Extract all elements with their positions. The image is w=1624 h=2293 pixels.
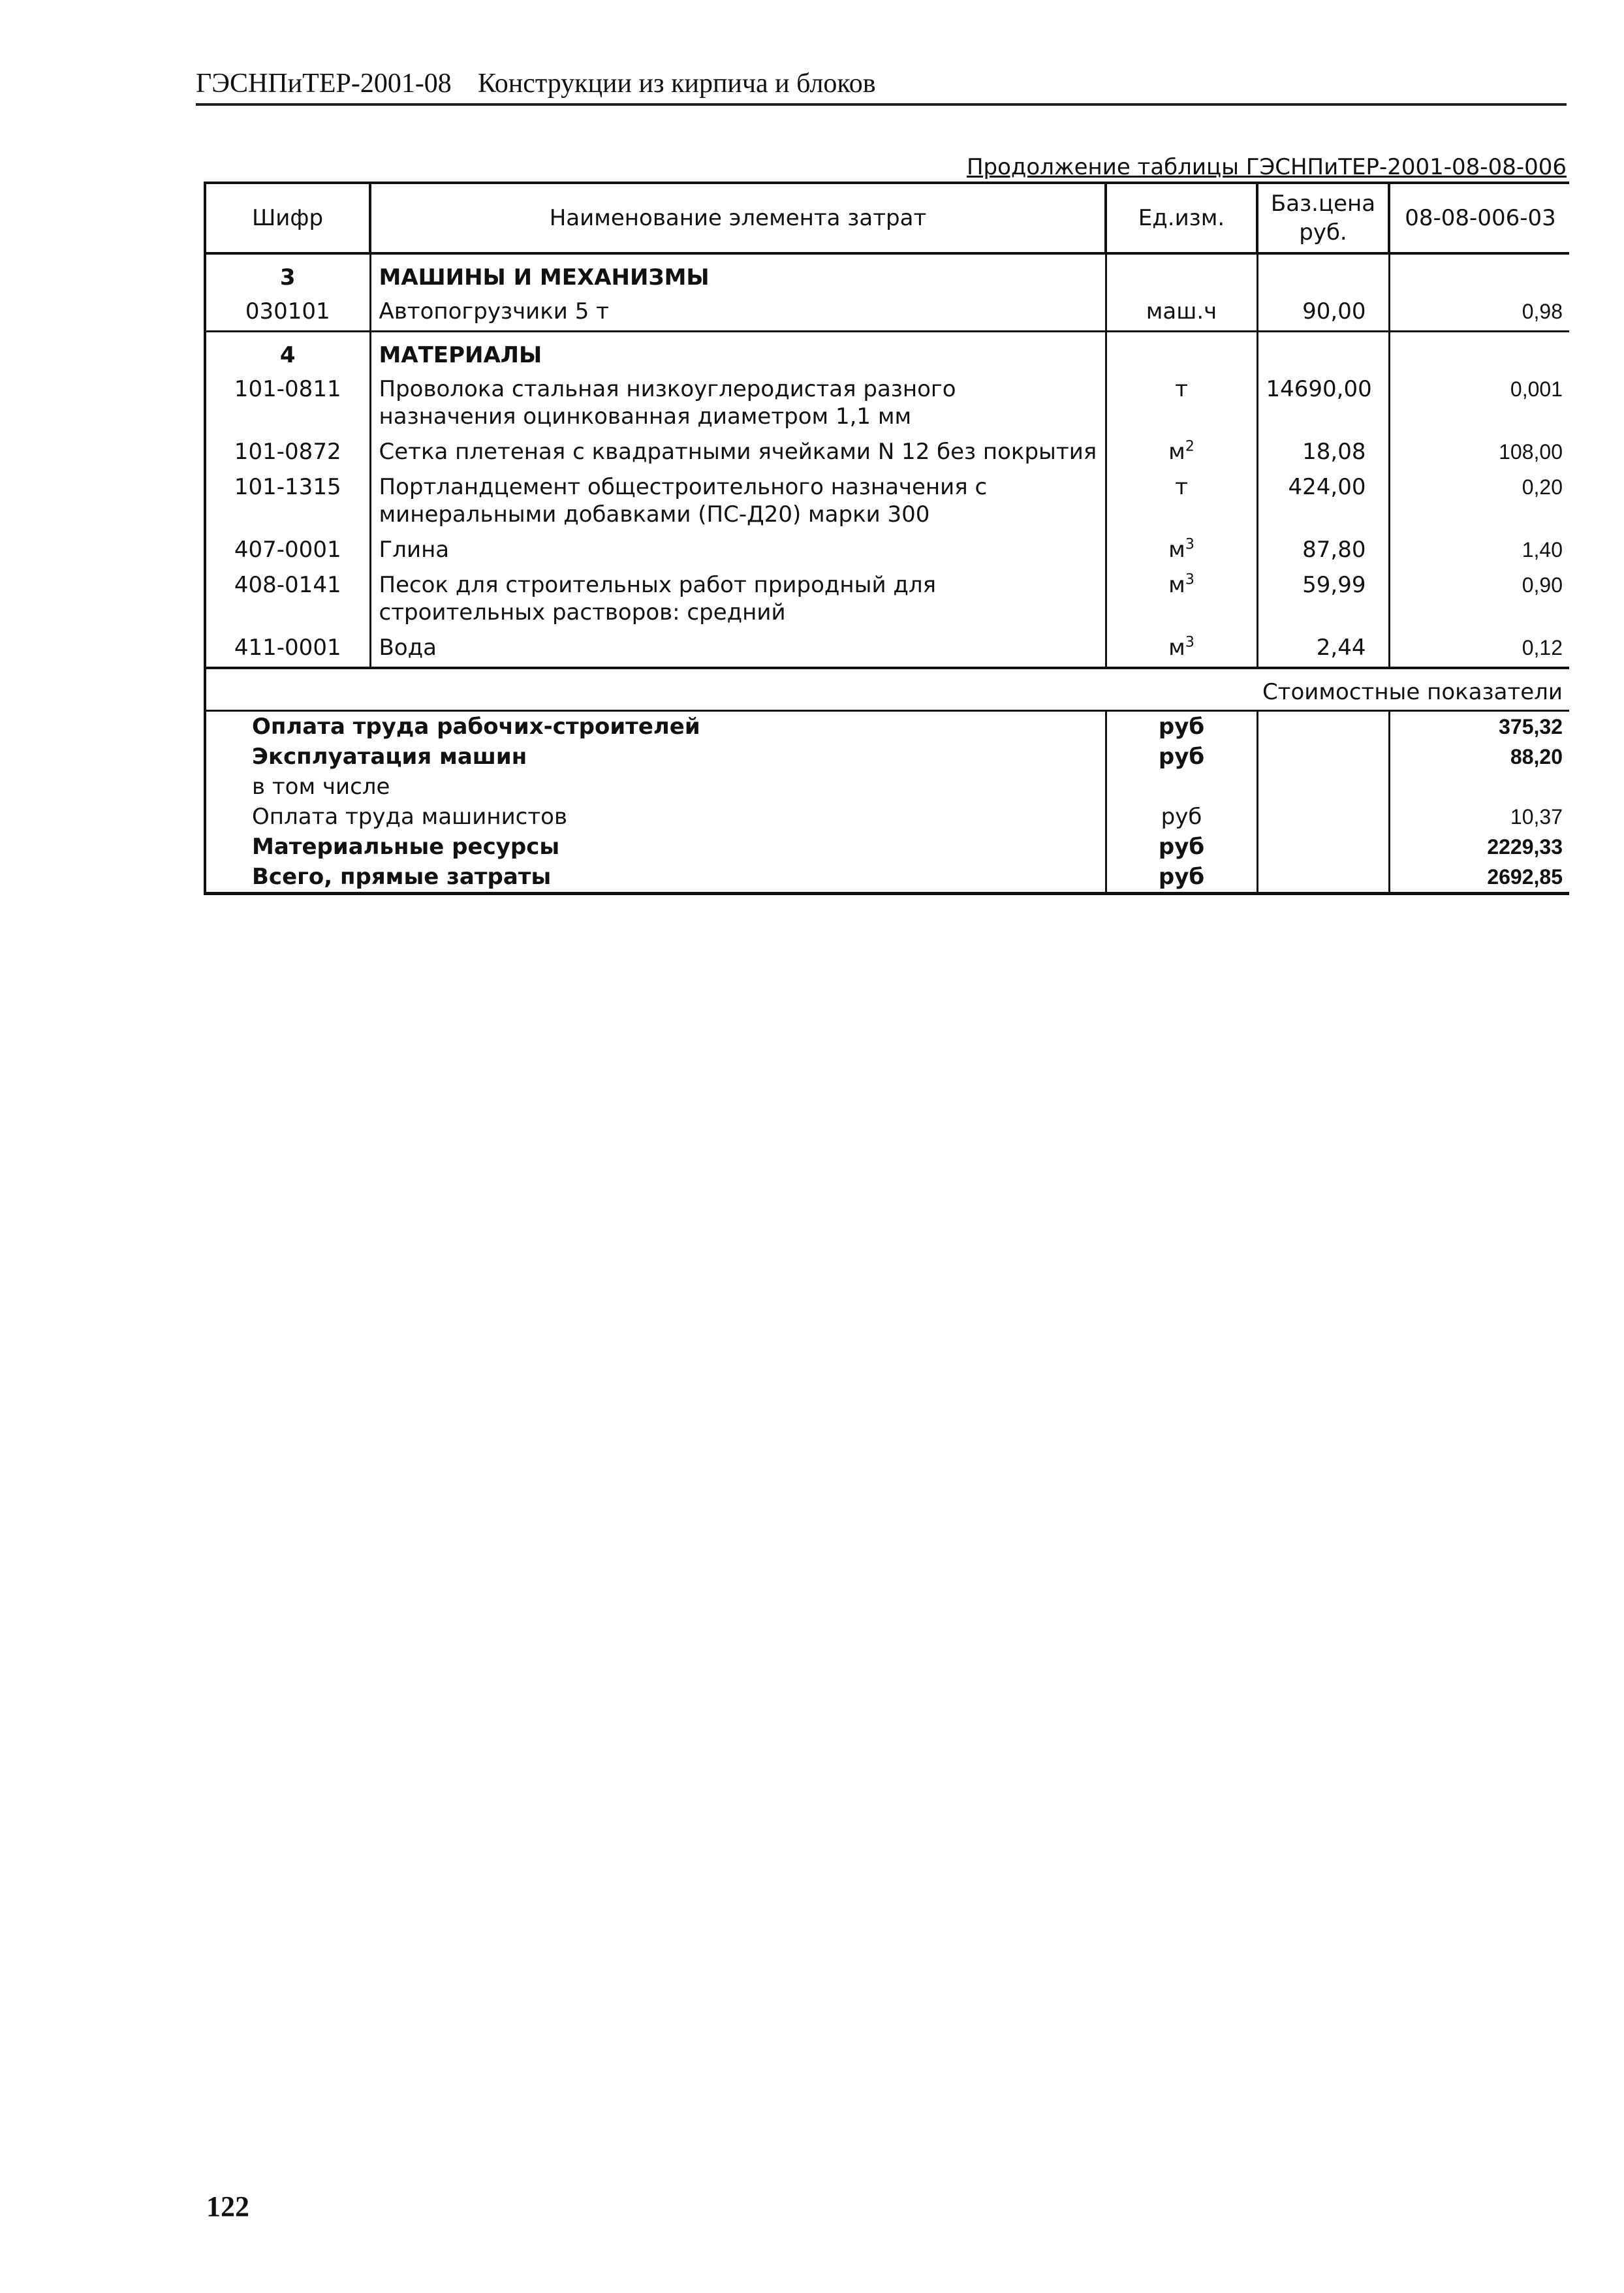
section-number: 3 — [279, 264, 296, 291]
resource-unit — [1106, 295, 1257, 332]
summary-label: Оплата труда рабочих-строителей — [252, 714, 700, 740]
resource-code: 101-0811 — [234, 376, 341, 402]
summary-empty — [1257, 711, 1389, 742]
summary-label: Оплата труда машинистов — [252, 804, 568, 830]
summary-value: 375,32 — [1389, 711, 1569, 742]
resource-norm: 0,12 — [1389, 631, 1569, 668]
resource-name: Автопогрузчики 5 т — [370, 295, 1106, 332]
summary-value: 88,20 — [1389, 742, 1569, 772]
resource-unit — [1106, 569, 1257, 631]
page-number: 122 — [206, 2190, 249, 2222]
section-number: 4 — [205, 332, 370, 373]
resource-name: Вода — [370, 631, 1106, 668]
summary-value: 10,37 — [1389, 802, 1569, 832]
summary-row — [205, 802, 1569, 832]
section-empty-norm — [1389, 253, 1569, 295]
section-row — [205, 253, 1569, 295]
summary-empty — [1257, 802, 1389, 832]
resource-name: Песок для строительных работ природный для строительных растворов: средний — [370, 569, 1106, 631]
resource-price: 87,80 — [1257, 533, 1389, 569]
resource-unit — [1106, 373, 1257, 435]
table-row — [205, 435, 1569, 471]
resource-name: Проволока стальная низкоуглеродистая разного назначения оцинкованная диаметром 1,1 мм — [370, 373, 1106, 435]
resource-name: Портландцемент общестроительного назначения с минеральными добавками (ПС-Д20) марки 300 — [370, 471, 1106, 533]
resource-price: 18,08 — [1257, 435, 1389, 471]
unit-text: м — [1168, 439, 1185, 465]
summary-row — [205, 742, 1569, 772]
summary-unit: руб — [1106, 742, 1257, 772]
resource-price: 424,00 — [1257, 471, 1389, 533]
resource-table — [204, 182, 1569, 895]
col-header-code: Шифр — [205, 183, 370, 253]
table-row — [205, 373, 1569, 435]
section-title: МАТЕРИАЛЫ — [370, 332, 1106, 373]
summary-unit: руб — [1106, 862, 1257, 894]
header-title: Конструкции из кирпича и блоков — [477, 69, 876, 99]
summary-empty — [1257, 862, 1389, 894]
cost-header-row — [205, 668, 1569, 711]
table-row — [205, 471, 1569, 533]
summary-label: Материальные ресурсы — [252, 834, 560, 860]
resource-norm: 0,98 — [1389, 295, 1569, 332]
section-empty-unit — [1106, 253, 1257, 295]
resource-code: 101-0872 — [234, 439, 341, 465]
resource-norm: 0,90 — [1389, 569, 1569, 631]
section-empty-price — [1257, 253, 1389, 295]
resource-norm: 0,20 — [1389, 471, 1569, 533]
header-code: ГЭСНПиТЕР-2001-08 — [196, 69, 452, 99]
section-title: МАШИНЫ И МЕХАНИЗМЫ — [370, 253, 1106, 295]
section-empty-norm — [1389, 332, 1569, 373]
resource-price: 59,99 — [1257, 569, 1389, 631]
summary-empty — [1257, 742, 1389, 772]
section-empty-price — [1257, 332, 1389, 373]
col-header-norm: 08-08-006-03 — [1389, 183, 1569, 253]
resource-norm: 108,00 — [1389, 435, 1569, 471]
col-header-unit: Ед.изм. — [1106, 183, 1257, 253]
running-header — [196, 64, 1567, 106]
resource-price: 14690,00 — [1257, 373, 1389, 435]
summary-value: 2229,33 — [1389, 832, 1569, 862]
resource-name: Сетка плетеная с квадратными ячейками N 12 без покрытия — [370, 435, 1106, 471]
resource-norm: 1,40 — [1389, 533, 1569, 569]
summary-unit: руб — [1106, 711, 1257, 742]
summary-label: Всего, прямые затраты — [205, 862, 1106, 894]
unit-text: т — [1175, 376, 1188, 402]
resource-code: 101-1315 — [234, 474, 341, 500]
summary-empty — [1257, 832, 1389, 862]
resource-code: 408-0141 — [234, 572, 341, 598]
resource-norm: 0,001 — [1389, 373, 1569, 435]
resource-name: Глина — [370, 533, 1106, 569]
resource-code: 411-0001 — [234, 635, 341, 661]
summary-row — [205, 711, 1569, 742]
resource-unit — [1106, 631, 1257, 668]
resource-code: 030101 — [245, 298, 330, 324]
table-body — [205, 253, 1569, 894]
summary-row — [205, 862, 1569, 894]
resource-unit — [1106, 533, 1257, 569]
col-header-price: Баз.цена руб. — [1257, 183, 1389, 253]
summary-unit: руб — [1106, 832, 1257, 862]
summary-value: 2692,85 — [1389, 862, 1569, 894]
unit-exponent: 2 — [1185, 438, 1195, 455]
summary-empty — [1257, 772, 1389, 802]
summary-label: Эксплуатация машин — [252, 744, 527, 770]
section-empty-unit — [1106, 332, 1257, 373]
table-row — [205, 631, 1569, 668]
summary-label: в том числе — [252, 774, 390, 800]
resource-price: 90,00 — [1257, 295, 1389, 332]
unit-text: маш.ч — [1146, 298, 1217, 324]
col-header-name: Наименование элемента затрат — [370, 183, 1106, 253]
table-row — [205, 569, 1569, 631]
resource-unit — [1106, 471, 1257, 533]
unit-text: м — [1168, 537, 1185, 563]
table-row — [205, 533, 1569, 569]
table-row — [205, 295, 1569, 332]
section-row — [205, 332, 1569, 373]
summary-row — [205, 772, 1569, 802]
summary-unit: руб — [1106, 802, 1257, 832]
resource-table-wrapper — [204, 182, 1569, 895]
cost-header: Стоимостные показатели — [205, 668, 1569, 711]
unit-exponent: 3 — [1185, 634, 1195, 651]
unit-text: м — [1168, 635, 1185, 661]
continuation-caption — [835, 154, 1567, 180]
unit-text: т — [1175, 474, 1188, 500]
resource-price: 2,44 — [1257, 631, 1389, 668]
unit-text: м — [1168, 572, 1185, 598]
summary-row — [205, 832, 1569, 862]
summary-unit — [1106, 772, 1257, 802]
continuation-text: Продолжение таблицы ГЭСНПиТЕР-2001-08-08-006 — [966, 154, 1567, 180]
resource-code: 407-0001 — [234, 537, 341, 563]
table-header-row — [205, 183, 1569, 253]
resource-unit — [1106, 435, 1257, 471]
unit-exponent: 3 — [1185, 536, 1195, 553]
unit-exponent: 3 — [1185, 571, 1195, 588]
summary-value — [1389, 772, 1569, 802]
